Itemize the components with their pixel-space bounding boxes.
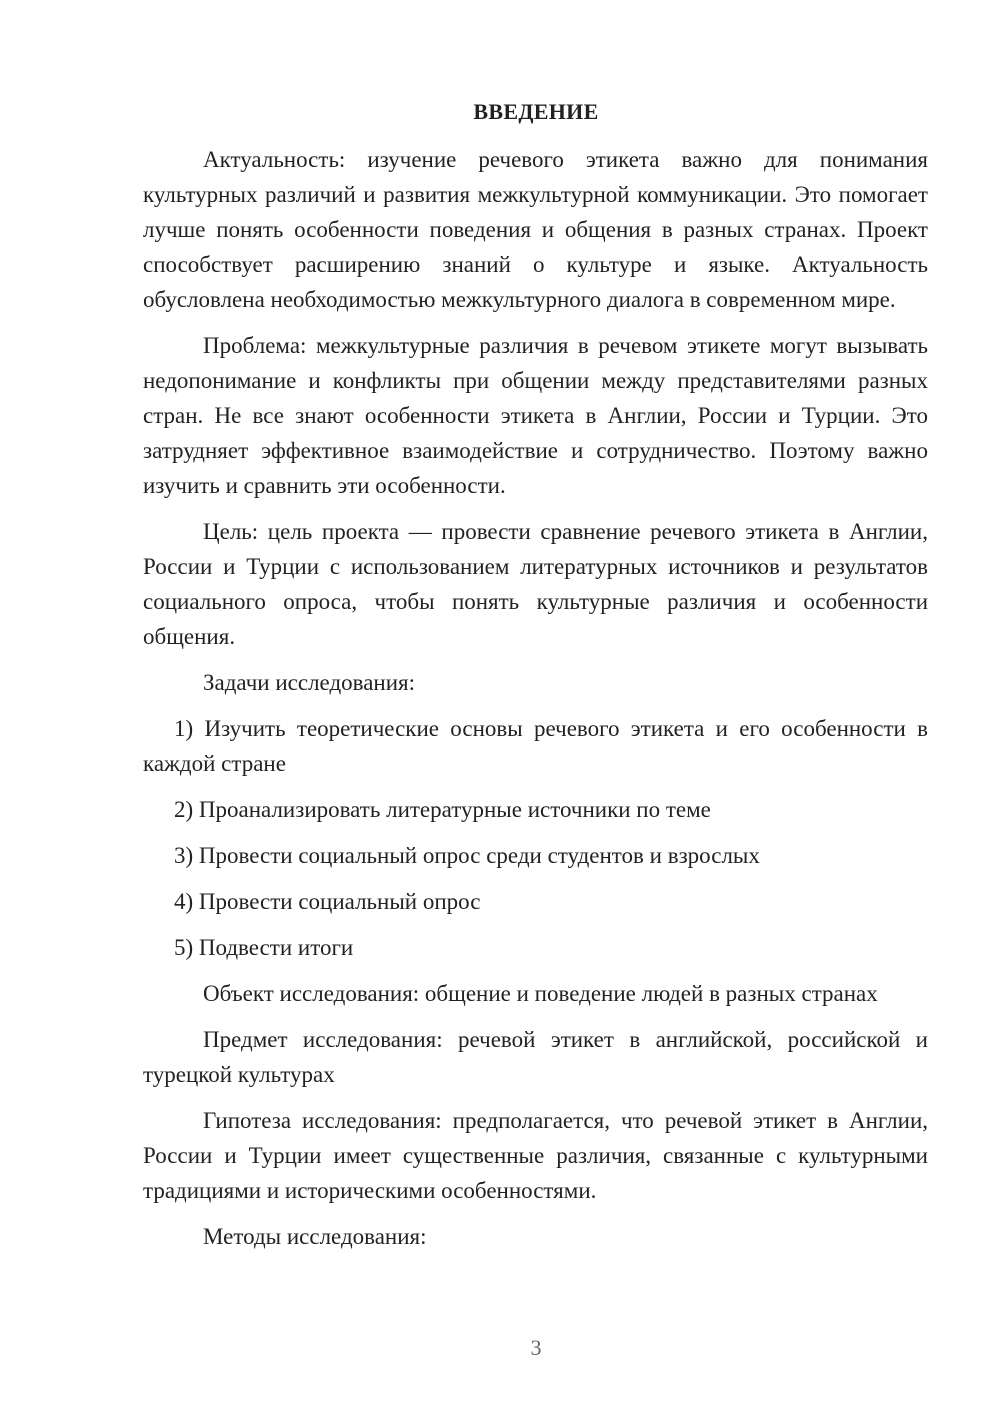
subject-paragraph: Предмет исследования: речевой этикет в английской, российской и турецкой культурах	[143, 1027, 928, 1087]
list-item: 1) Изучить теоретические основы речевого этикета и его особенности в каждой стране	[143, 716, 928, 776]
problem-paragraph: Проблема: межкультурные различия в речевом этикете могут вызывать недопонимание и конфликты при общении между представителями разных стран. Не все знают особенности этикета в Англии, России и Турции. Это затрудняет эффективное взаимодействие и сотрудничество. Поэтому важно изучить и сравнить эти особенности.	[143, 333, 928, 498]
list-item: 2) Проанализировать литературные источники по теме	[174, 797, 711, 822]
document-body	[143, 142, 928, 1265]
methods-heading: Методы исследования:	[203, 1224, 427, 1249]
tasks-list	[143, 711, 928, 965]
goal-paragraph: Цель: цель проекта — провести сравнение речевого этикета в Англии, России и Турции с использованием литературных источников и результатов социального опроса, чтобы понять культурные различия и особенности общения.	[143, 519, 928, 649]
hypothesis-paragraph: Гипотеза исследования: предполагается, что речевой этикет в Англии, России и Турции имеет существенные различия, связанные с культурными традициями и историческими особенностями.	[143, 1108, 928, 1203]
page-title: ВВЕДЕНИЕ	[473, 99, 599, 124]
list-item: 3) Провести социальный опрос среди студентов и взрослых	[174, 843, 760, 868]
object-paragraph: Объект исследования: общение и поведение людей в разных странах	[203, 981, 878, 1006]
page-number: 3	[530, 1335, 542, 1360]
tasks-heading: Задачи исследования:	[203, 670, 416, 695]
list-item: 4) Провести социальный опрос	[174, 889, 481, 914]
list-item: 5) Подвести итоги	[174, 935, 354, 960]
relevance-paragraph: Актуальность: изучение речевого этикета важно для понимания культурных различий и развития межкультурной коммуникации. Это помогает лучше понять особенности поведения и общения в разных странах. Проект способствует расширению знаний о культуре и языке. Актуальность обусловлена необходимостью межкультурного диалога в современном мире.	[143, 147, 928, 312]
